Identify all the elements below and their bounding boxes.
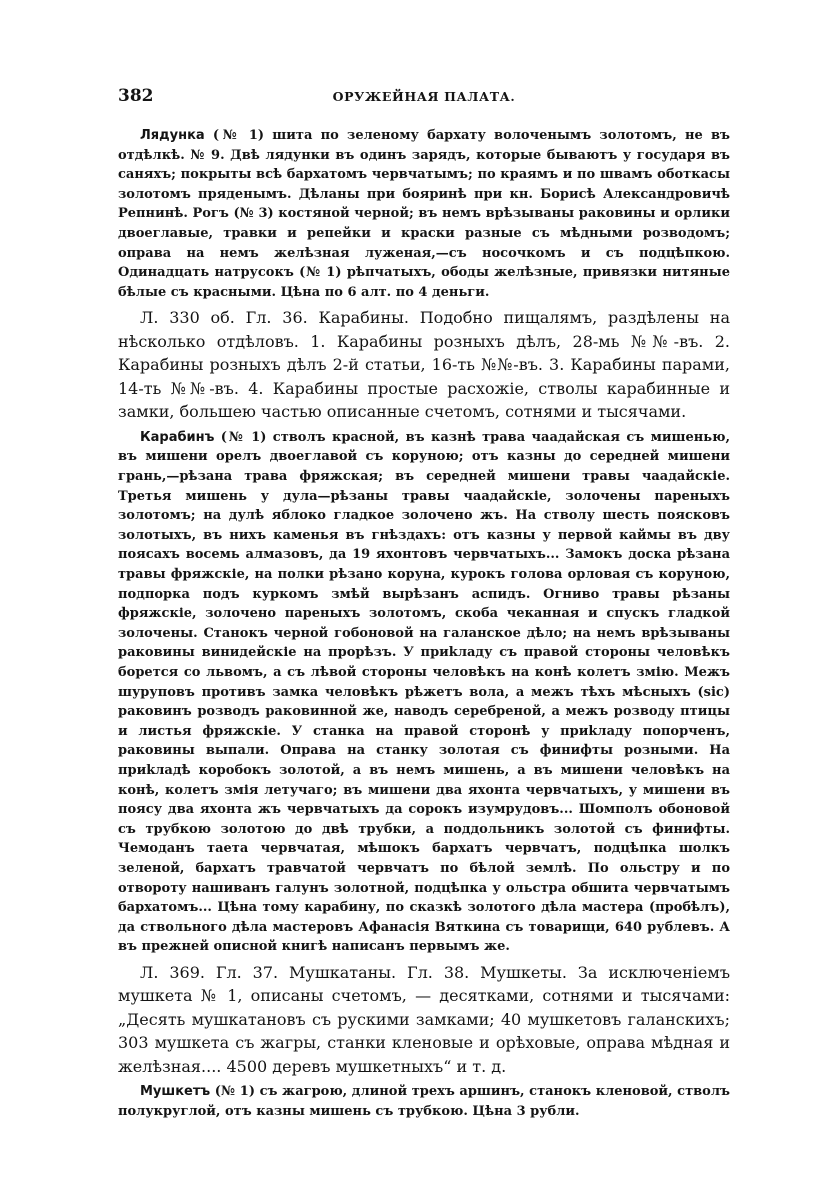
- paragraph-lyadunka: [118, 126, 730, 302]
- page-number: 382: [118, 86, 154, 106]
- paragraph-mushket: [118, 1082, 730, 1121]
- paragraph-text: (№ 1) шита по зеленому бархату волоченымъ золотомъ, не въ отдѣлкѣ. № 9. Двѣ лядунки въ одинъ зарядъ, которые бываютъ у государя въ саняхъ; покрыты всѣ бархатомъ червчатымъ; по краямъ и по швамъ оботкаcы золотомъ пряденымъ. Дѣланы при бояринѣ при кн. Борисѣ Александровичѣ Репнинѣ. Рогъ (№ 3) костяной черной; въ немъ врѣзываны раковины и орлики двоеглавые, травки и репейки и краски разные съ мѣдными розводомъ; оправа на немъ желѣзная луженая,—съ носочкомъ и съ подцѣпкою. Одинадцать натрусокъ (№ 1) рѣпчатыхъ, ободы желѣзные, привязки нитяные бѣлые съ красными. Цѣна по 6 алт. по 4 деньги.: [118, 128, 730, 300]
- paragraph-karabin: [118, 428, 730, 957]
- paragraph-text: (№ 1) съ жагрою, длиной трехъ аршинъ, станокъ кленовой, стволъ полукруглой, отъ казны мишень съ трубкою. Цѣна 3 рубли.: [118, 1084, 730, 1119]
- inventory-term: Карабинъ: [140, 429, 215, 445]
- page-header: [118, 86, 730, 110]
- inventory-term: Мушкетъ: [140, 1084, 211, 1100]
- paragraph-text: (№ 1) стволъ красной, въ казнѣ трава чаадайская съ мишенью, въ мишени орелъ двоеглавой съ коруною; отъ казны до середней мишени грань,—рѣзана трава фряжская; въ середней мишени травы чаадайскіе. Третья мишень у дула—рѣзаны травы чаадайскіе, золочены пареныхъ золотомъ; на дулѣ яблоко гладкое золочено жъ. На стволу шесть поясковъ золотыхъ, въ нихъ каменья въ гнѣздахъ: отъ казны у первой каймы въ дву поясахъ восемь алмазовъ, да 19 яхонтовъ червчатыхъ... Замокъ доска рѣзана травы фряжскіе, на полки рѣзано коруна, курокъ голова орловая съ коруною, подпорка подъ куркомъ змѣй вырѣзанъ аспидъ. Огниво травы рѣзаны фряжскіе, золочено пареныхъ золотомъ, скоба чеканная и спускъ гладкой золочены. Станокъ черной гобоновой на галанское дѣло; на немъ врѣзываны раковины винидейскіе на прорѣзъ. У приkладу съ правой стороны человѣкъ борется со львомъ, а съ лѣвой стороны человѣкъ на конѣ колетъ змію. Межъ шуруповъ противъ замка человѣкъ рѣжетъ вола, а межъ тѣхъ мѣсныхъ (sic) раковинъ розводъ раковинной же, наводъ серебреной, а межъ розводу птицы и листья фряжскіе. У станка на правой сторонѣ у приkладу попорченъ, раковины выпали. Оправа на станку золотая съ финифты розными. На приkладѣ коробокъ золотой, а въ немъ мишень, а въ мишени человѣкъ на конѣ, колетъ змія летучаго; въ мишени два яхонта червчатыхъ, у мишени въ поясу два яхонта жъ червчатыхъ да сорокъ изумрудовъ... Шомполъ обоновой съ трубкою золотою до двѣ трубки, а поддольникъ золотой съ финифты. Чемоданъ таета червчатая, мѣшокъ бархатъ червчатъ, подцѣпка шолкъ зеленой, бархатъ травчатой червчатъ по бѣлой землѣ. По ольстру и по отвороту нашиванъ галунъ золотной, подцѣпка у ольстра обшита червчатымъ бархатомъ... Цѣна тому карабину, по сказкѣ золотого дѣла мастера (пробѣлъ), да ствольного дѣла мастеровъ Афанасія Вяткина съ товарищи, 640 рублевъ. А въ прежней описной книгѣ написанъ первымъ же.: [118, 429, 730, 955]
- paragraph-text: Л. 330 об. Гл. 36. Карабины. Подобно пищалямъ, раздѣлены на нѣсколько отдѣловъ. 1. Карабины розныхъ дѣлъ, 28-мь №№-въ. 2. Карабины розныхъ дѣлъ 2-й статьи, 16-ть №№-въ. 3. Карабины парами, 14-ть №№-въ. 4. Карабины простые расхожіе, стволы карабинные и замки, большею частью описанные счетомъ, сотнями и тысячами.: [118, 308, 730, 422]
- paragraph-mushkety-section: [118, 961, 730, 1079]
- body-text: [118, 126, 730, 1126]
- paragraph-text: Л. 369. Гл. 37. Мушкатаны. Гл. 38. Мушкеты. За исключеніемъ мушкета № 1, описаны счетомъ, — десятками, сотнями и тысячами: „Десять мушкатановъ съ рускими замками; 40 мушкетовъ галанскихъ; 303 мушкета съ жагры, станки кленовые и орѣховые, оправа мѣдная и желѣзная.... 4500 деревъ мушкетныхъ“ и т. д.: [118, 962, 730, 1076]
- paragraph-karabiny-section: [118, 306, 730, 424]
- inventory-term: Лядунка: [140, 128, 205, 143]
- running-title: ОРУЖЕЙНАЯ ПАЛАТА.: [332, 89, 516, 104]
